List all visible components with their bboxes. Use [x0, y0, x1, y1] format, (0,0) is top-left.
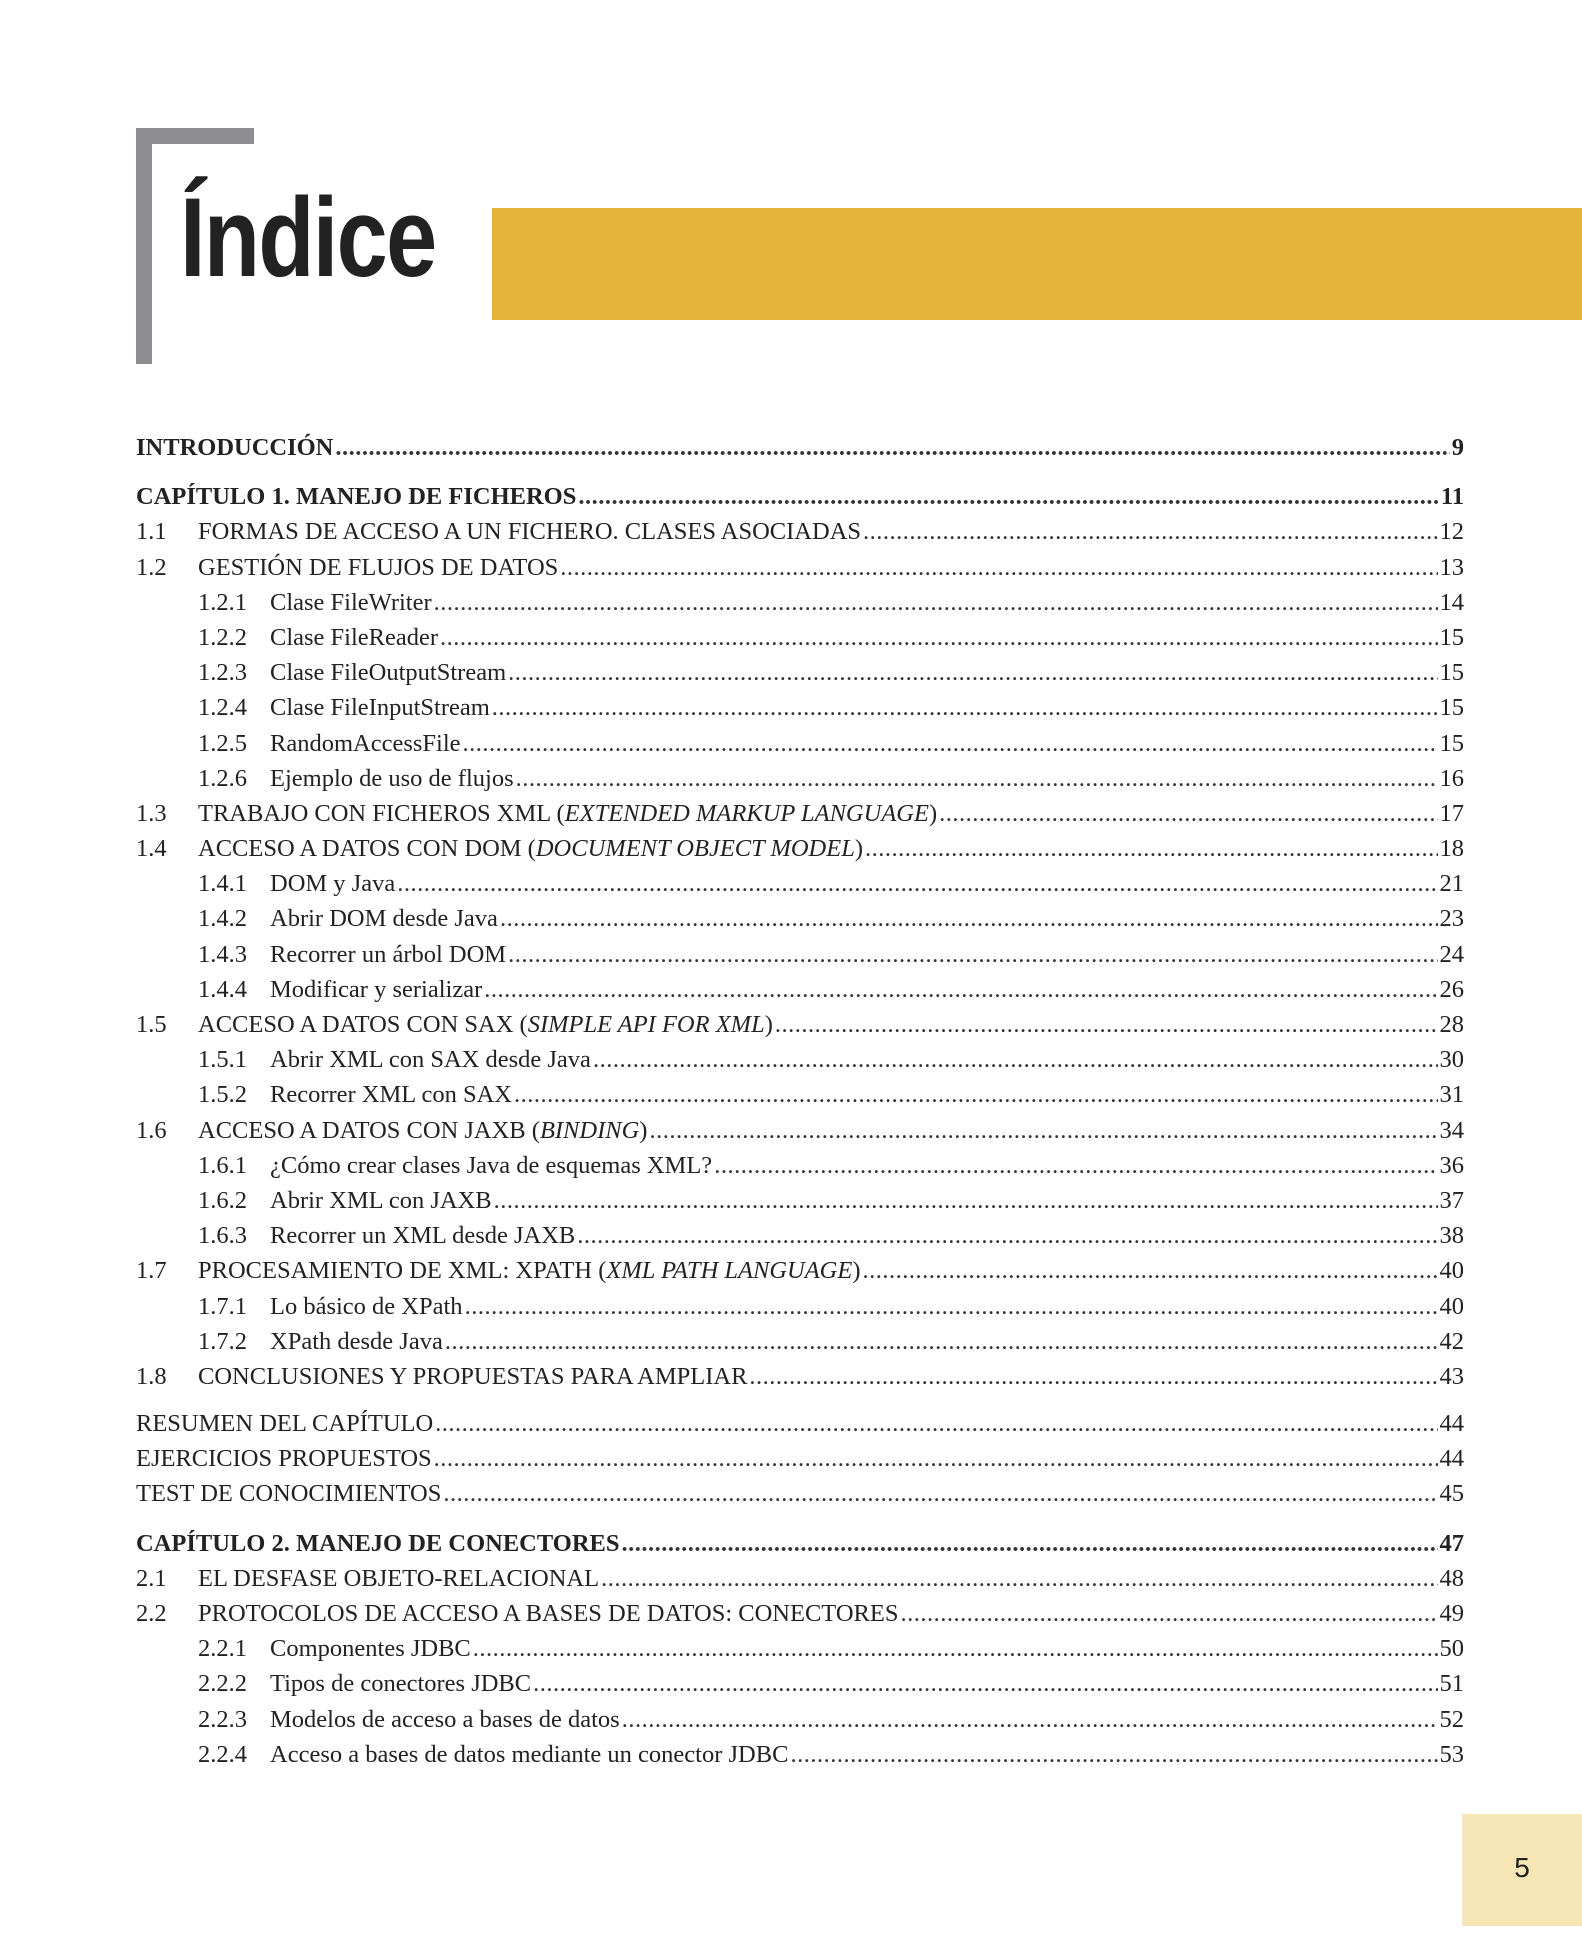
- page-number-box: [1462, 1814, 1582, 1926]
- toc-entry-title: [198, 1257, 861, 1285]
- toc-entry[interactable]: [136, 1363, 1464, 1398]
- toc-entry-title-text: CAPÍTULO 1. MANEJO DE FICHEROS: [136, 483, 577, 511]
- toc-entry-title: [270, 589, 432, 617]
- toc-entry[interactable]: [136, 1046, 1464, 1081]
- toc-entry[interactable]: [136, 1081, 1464, 1116]
- toc-entry-title: [270, 976, 482, 1004]
- toc-entry-number: 1.2.2: [198, 623, 247, 651]
- toc-entry-page: 13: [1439, 553, 1464, 581]
- toc-entry[interactable]: [136, 1635, 1464, 1670]
- toc-entry-page: 34: [1439, 1116, 1464, 1144]
- toc-entry[interactable]: [136, 1600, 1464, 1635]
- toc-entry-number: 2.2.4: [198, 1740, 247, 1768]
- toc-entry-title-text: Ejemplo de uso de flujos: [270, 764, 514, 792]
- toc-entry-title: [198, 835, 863, 863]
- page-number: 5: [1514, 1852, 1530, 1883]
- toc-entry[interactable]: [136, 1670, 1464, 1705]
- toc-entry-title: [136, 1445, 432, 1473]
- toc-leader-dots: [514, 1081, 1438, 1109]
- toc-entry-title: [198, 554, 558, 582]
- toc-entry-number: 1.5: [136, 1011, 167, 1038]
- toc-entry[interactable]: [136, 835, 1464, 870]
- toc-entry-title-text: Recorrer XML con SAX: [270, 1081, 512, 1109]
- toc-entry-number: 1.4: [136, 835, 167, 863]
- toc-entry-title: [270, 1187, 492, 1215]
- toc-entry[interactable]: [136, 1445, 1464, 1480]
- toc-entry[interactable]: [136, 659, 1464, 694]
- toc-leader-dots: [863, 1257, 1438, 1285]
- toc-entry-number: 1.4.1: [198, 870, 247, 898]
- toc-entry-title: [270, 765, 514, 793]
- toc-entry-title-text: INTRODUCCIÓN: [136, 434, 334, 461]
- toc-leader-dots: [863, 518, 1437, 546]
- toc-entry-number: 1.6: [136, 1116, 167, 1144]
- toc-leader-dots: [443, 1480, 1437, 1508]
- toc-entry-title-text: PROTOCOLOS DE ACCESO A BASES DE DATOS: CONECTORES: [198, 1600, 899, 1627]
- toc-entry-title-italic: BINDING: [539, 1116, 640, 1144]
- toc-entry-page: 51: [1439, 1670, 1464, 1698]
- toc-entry-title-text: Recorrer un árbol DOM: [270, 940, 507, 968]
- toc-entry-number: 1.6.3: [198, 1222, 247, 1250]
- toc-entry[interactable]: [136, 1480, 1464, 1515]
- toc-entry-page: 21: [1439, 870, 1464, 898]
- toc-entry-title-italic: SIMPLE API FOR XML: [527, 1011, 765, 1038]
- toc-gap: [136, 1398, 1464, 1410]
- toc-entry-title-text: ACCESO A DATOS CON SAX (: [198, 1011, 528, 1038]
- toc-leader-dots: [484, 976, 1437, 1004]
- toc-entry-title: [270, 730, 461, 758]
- toc-entry-title-text: CONCLUSIONES Y PROPUESTAS PARA AMPLIAR: [198, 1362, 748, 1390]
- toc-entry-title-text: FORMAS DE ACCESO A UN FICHERO. CLASES ASOCIADAS: [198, 518, 862, 546]
- toc-entry-number: 1.2.6: [198, 764, 247, 792]
- toc-entry-page: 12: [1439, 518, 1464, 546]
- toc-entry-title-suffix: ): [764, 1011, 773, 1038]
- toc-entry-title: [270, 659, 506, 687]
- toc-entry[interactable]: [136, 589, 1464, 624]
- toc-entry-title: [198, 1363, 747, 1391]
- toc-entry-page: 18: [1439, 835, 1464, 863]
- toc-entry-title-suffix: ): [928, 799, 938, 827]
- toc-entry-title-text: Abrir DOM desde Java: [270, 905, 498, 933]
- header-bracket-vertical: [136, 128, 152, 364]
- toc-gap: [136, 1516, 1464, 1530]
- toc-leader-dots: [492, 694, 1438, 722]
- toc-entry-title: [270, 1046, 591, 1074]
- toc-entry-title: [270, 1741, 788, 1769]
- toc-entry-page: 28: [1439, 1011, 1464, 1038]
- toc-entry-number: 1.2.3: [198, 659, 247, 687]
- toc-entry-title: [270, 694, 490, 722]
- toc-leader-dots: [335, 434, 1449, 462]
- toc-leader-dots: [434, 1445, 1438, 1473]
- toc-entry[interactable]: [136, 1257, 1464, 1292]
- header-color-band: [492, 208, 1582, 320]
- toc-entry-number: 1.7.2: [198, 1327, 247, 1355]
- toc-entry-page: 15: [1439, 729, 1464, 757]
- toc-entry[interactable]: [136, 434, 1464, 469]
- toc-leader-dots: [494, 1187, 1438, 1215]
- toc-entry[interactable]: [136, 976, 1464, 1011]
- toc-entry-number: 1.6.2: [198, 1186, 247, 1214]
- toc-entry-title: [136, 1530, 619, 1558]
- toc-entry-title-text: EL DESFASE OBJETO-RELACIONAL: [198, 1564, 600, 1592]
- toc-leader-dots: [865, 835, 1437, 863]
- toc-entry[interactable]: [136, 1565, 1464, 1600]
- toc-entry-page: 15: [1439, 659, 1464, 687]
- toc-entry[interactable]: [136, 1011, 1464, 1046]
- toc-entry-title: [270, 624, 438, 652]
- toc-leader-dots: [560, 554, 1437, 582]
- toc-entry-page: 30: [1439, 1046, 1464, 1074]
- toc-entry-title: [270, 1081, 512, 1109]
- toc-entry-title-text: ACCESO A DATOS CON JAXB (: [198, 1116, 540, 1144]
- toc-entry-page: 17: [1439, 799, 1464, 827]
- table-of-contents: [136, 434, 1464, 1776]
- toc-entry[interactable]: [136, 765, 1464, 800]
- toc-entry[interactable]: [136, 870, 1464, 905]
- toc-leader-dots: [900, 1600, 1437, 1628]
- toc-entry-title-text: Abrir XML con SAX desde Java: [270, 1046, 591, 1074]
- toc-entry-title: [198, 1117, 647, 1145]
- toc-entry-title-text: Clase FileInputStream: [270, 694, 490, 722]
- toc-entry[interactable]: [136, 1293, 1464, 1328]
- toc-entry-title-italic: EXTENDED MARKUP LANGUAGE: [564, 799, 929, 827]
- toc-entry-number: 2.1: [136, 1564, 167, 1592]
- toc-entry[interactable]: [136, 624, 1464, 659]
- toc-leader-dots: [465, 1293, 1438, 1321]
- toc-entry-page: 43: [1439, 1362, 1464, 1390]
- toc-leader-dots: [775, 1011, 1438, 1039]
- toc-leader-dots: [473, 1635, 1438, 1663]
- toc-entry-title-text: RESUMEN DEL CAPÍTULO: [136, 1410, 434, 1438]
- toc-entry-title: [270, 870, 395, 898]
- toc-entry[interactable]: [136, 800, 1464, 835]
- toc-leader-dots: [440, 624, 1437, 652]
- toc-entry-number: 1.4.3: [198, 940, 247, 968]
- toc-entry-title: [270, 1670, 531, 1698]
- toc-entry-page: 31: [1439, 1081, 1464, 1109]
- toc-entry-title-italic: DOCUMENT OBJECT MODEL: [535, 835, 855, 863]
- toc-entry-title: [198, 518, 861, 546]
- toc-entry-number: 1.4.2: [198, 905, 247, 933]
- toc-entry-title-text: DOM y Java: [270, 870, 396, 898]
- toc-entry-number: 1.7.1: [198, 1292, 247, 1320]
- toc-entry-title-suffix: ): [639, 1116, 648, 1144]
- toc-entry-title: [136, 1480, 441, 1508]
- toc-entry-title-text: ACCESO A DATOS CON DOM (: [198, 835, 536, 863]
- toc-entry-title: [270, 1706, 620, 1734]
- toc-entry-number: 2.2.1: [198, 1635, 247, 1663]
- toc-leader-dots: [621, 1530, 1437, 1558]
- toc-entry-page: 40: [1439, 1292, 1464, 1320]
- toc-entry-page: 9: [1451, 434, 1464, 461]
- toc-leader-dots: [714, 1152, 1437, 1180]
- toc-leader-dots: [578, 483, 1438, 511]
- toc-entry-number: 1.5.2: [198, 1081, 247, 1109]
- toc-entry-page: 14: [1439, 588, 1464, 616]
- toc-entry-page: 47: [1439, 1529, 1464, 1557]
- toc-entry[interactable]: [136, 941, 1464, 976]
- toc-leader-dots: [533, 1670, 1437, 1698]
- toc-entry[interactable]: [136, 1187, 1464, 1222]
- toc-entry-number: 1.4.4: [198, 975, 247, 1003]
- toc-entry-number: 1.3: [136, 799, 167, 827]
- toc-entry[interactable]: [136, 1410, 1464, 1445]
- toc-leader-dots: [749, 1363, 1437, 1391]
- toc-entry-title-text: Lo básico de XPath: [270, 1292, 463, 1320]
- toc-entry-page: 49: [1439, 1600, 1464, 1627]
- toc-entry[interactable]: [136, 554, 1464, 589]
- toc-entry-page: 42: [1439, 1327, 1464, 1355]
- toc-entry-page: 37: [1439, 1186, 1464, 1214]
- toc-entry[interactable]: [136, 1741, 1464, 1776]
- toc-entry[interactable]: [136, 730, 1464, 765]
- toc-entry-title-suffix: ): [852, 1257, 861, 1285]
- toc-entry-page: 48: [1439, 1564, 1464, 1592]
- toc-entry-title-text: Tipos de conectores JDBC: [270, 1670, 532, 1698]
- toc-leader-dots: [508, 941, 1437, 969]
- toc-entry-title-suffix: ): [854, 835, 864, 863]
- toc-entry[interactable]: [136, 1530, 1464, 1565]
- toc-leader-dots: [500, 905, 1438, 933]
- toc-entry-page: 52: [1439, 1705, 1464, 1733]
- toc-entry-title-text: Clase FileReader: [270, 623, 439, 651]
- toc-entry-page: 53: [1439, 1740, 1464, 1768]
- toc-entry-number: 1.2.1: [198, 588, 247, 616]
- toc-entry-title-text: RandomAccessFile: [270, 729, 461, 757]
- toc-entry[interactable]: [136, 694, 1464, 729]
- toc-leader-dots: [445, 1328, 1438, 1356]
- toc-entry[interactable]: [136, 1706, 1464, 1741]
- toc-entry-title: [198, 1011, 773, 1039]
- toc-entry-title-text: Componentes JDBC: [270, 1635, 471, 1663]
- toc-entry-title: [270, 905, 498, 933]
- toc-entry-title: [270, 941, 506, 969]
- toc-entry-title-text: Clase FileWriter: [270, 588, 432, 616]
- toc-entry-title: [136, 1410, 433, 1438]
- toc-entry-title: [198, 1600, 898, 1628]
- toc-entry-title-text: Acceso a bases de datos mediante un conector JDBC: [270, 1740, 789, 1768]
- toc-entry-title: [136, 483, 576, 511]
- toc-entry[interactable]: [136, 1152, 1464, 1187]
- toc-entry-title: [198, 1565, 599, 1593]
- toc-entry-number: 1.2.5: [198, 729, 247, 757]
- toc-leader-dots: [435, 1410, 1437, 1438]
- toc-entry-title: [136, 434, 333, 462]
- toc-entry-number: 1.2.4: [198, 694, 247, 722]
- toc-entry-page: 38: [1439, 1222, 1464, 1250]
- toc-entry-page: 40: [1439, 1257, 1464, 1285]
- toc-entry-number: 1.1: [136, 518, 167, 546]
- toc-entry-title-text: TEST DE CONOCIMIENTOS: [136, 1480, 442, 1508]
- toc-entry-title-text: PROCESAMIENTO DE XML: XPATH (: [198, 1257, 607, 1285]
- toc-entry-title-text: Clase FileOutputStream: [270, 659, 507, 687]
- toc-entry-page: 24: [1439, 940, 1464, 968]
- toc-entry-page: 16: [1439, 764, 1464, 792]
- toc-entry-title-text: XPath desde Java: [270, 1327, 443, 1355]
- toc-leader-dots: [593, 1046, 1438, 1074]
- toc-entry-page: 15: [1439, 623, 1464, 651]
- toc-entry-page: 26: [1439, 975, 1464, 1003]
- toc-entry-title: [198, 800, 937, 828]
- toc-entry-title-text: ¿Cómo crear clases Java de esquemas XML?: [270, 1151, 713, 1179]
- toc-entry-page: 23: [1439, 905, 1464, 933]
- toc-leader-dots: [649, 1117, 1437, 1145]
- toc-leader-dots: [463, 730, 1438, 758]
- toc-leader-dots: [622, 1706, 1438, 1734]
- toc-entry-number: 1.7: [136, 1257, 167, 1285]
- page-title: Índice: [180, 175, 436, 300]
- toc-entry[interactable]: [136, 1117, 1464, 1152]
- toc-entry-title-text: EJERCICIOS PROPUESTOS: [136, 1445, 432, 1473]
- toc-entry-title-text: GESTIÓN DE FLUJOS DE DATOS: [198, 553, 559, 581]
- toc-entry-title: [270, 1152, 712, 1180]
- toc-entry-number: 1.6.1: [198, 1151, 247, 1179]
- toc-entry-number: 2.2.2: [198, 1670, 247, 1698]
- toc-entry[interactable]: [136, 518, 1464, 553]
- toc-entry-title-text: Recorrer un XML desde JAXB: [270, 1222, 576, 1250]
- toc-leader-dots: [508, 659, 1437, 687]
- toc-entry[interactable]: [136, 1222, 1464, 1257]
- toc-leader-dots: [601, 1565, 1437, 1593]
- toc-entry-number: 1.5.1: [198, 1046, 247, 1074]
- toc-entry-page: 36: [1439, 1151, 1464, 1179]
- toc-entry-page: 44: [1439, 1410, 1464, 1438]
- toc-entry-page: 44: [1439, 1445, 1464, 1473]
- toc-leader-dots: [939, 800, 1437, 828]
- toc-entry-title: [270, 1328, 443, 1356]
- toc-leader-dots: [397, 870, 1437, 898]
- toc-entry-title: [270, 1222, 575, 1250]
- toc-entry-number: 2.2: [136, 1600, 167, 1627]
- toc-entry-title-text: Modelos de acceso a bases de datos: [270, 1705, 620, 1733]
- toc-entry-title-italic: XML PATH LANGUAGE: [606, 1257, 853, 1285]
- toc-entry[interactable]: [136, 1328, 1464, 1363]
- toc-entry-title-text: Abrir XML con JAXB: [270, 1186, 492, 1214]
- toc-entry[interactable]: [136, 905, 1464, 940]
- toc-gap: [136, 469, 1464, 483]
- toc-leader-dots: [577, 1222, 1437, 1250]
- toc-entry-page: 50: [1439, 1635, 1464, 1663]
- toc-entry-number: 1.8: [136, 1362, 167, 1390]
- toc-entry-number: 1.2: [136, 553, 167, 581]
- toc-entry-page: 11: [1440, 483, 1464, 511]
- toc-entry-page: 15: [1439, 694, 1464, 722]
- toc-leader-dots: [516, 765, 1438, 793]
- toc-entry-title: [270, 1293, 463, 1321]
- toc-entry-title-text: Modificar y serializar: [270, 975, 483, 1003]
- toc-entry-number: 2.2.3: [198, 1705, 247, 1733]
- toc-entry-page: 45: [1439, 1480, 1464, 1508]
- toc-entry[interactable]: [136, 483, 1464, 518]
- toc-leader-dots: [790, 1741, 1437, 1769]
- toc-entry-title-text: TRABAJO CON FICHEROS XML (: [198, 799, 565, 827]
- toc-entry-title: [270, 1635, 471, 1663]
- toc-leader-dots: [434, 589, 1438, 617]
- toc-entry-title-text: CAPÍTULO 2. MANEJO DE CONECTORES: [136, 1529, 620, 1557]
- header-bracket-horizontal: [136, 128, 254, 144]
